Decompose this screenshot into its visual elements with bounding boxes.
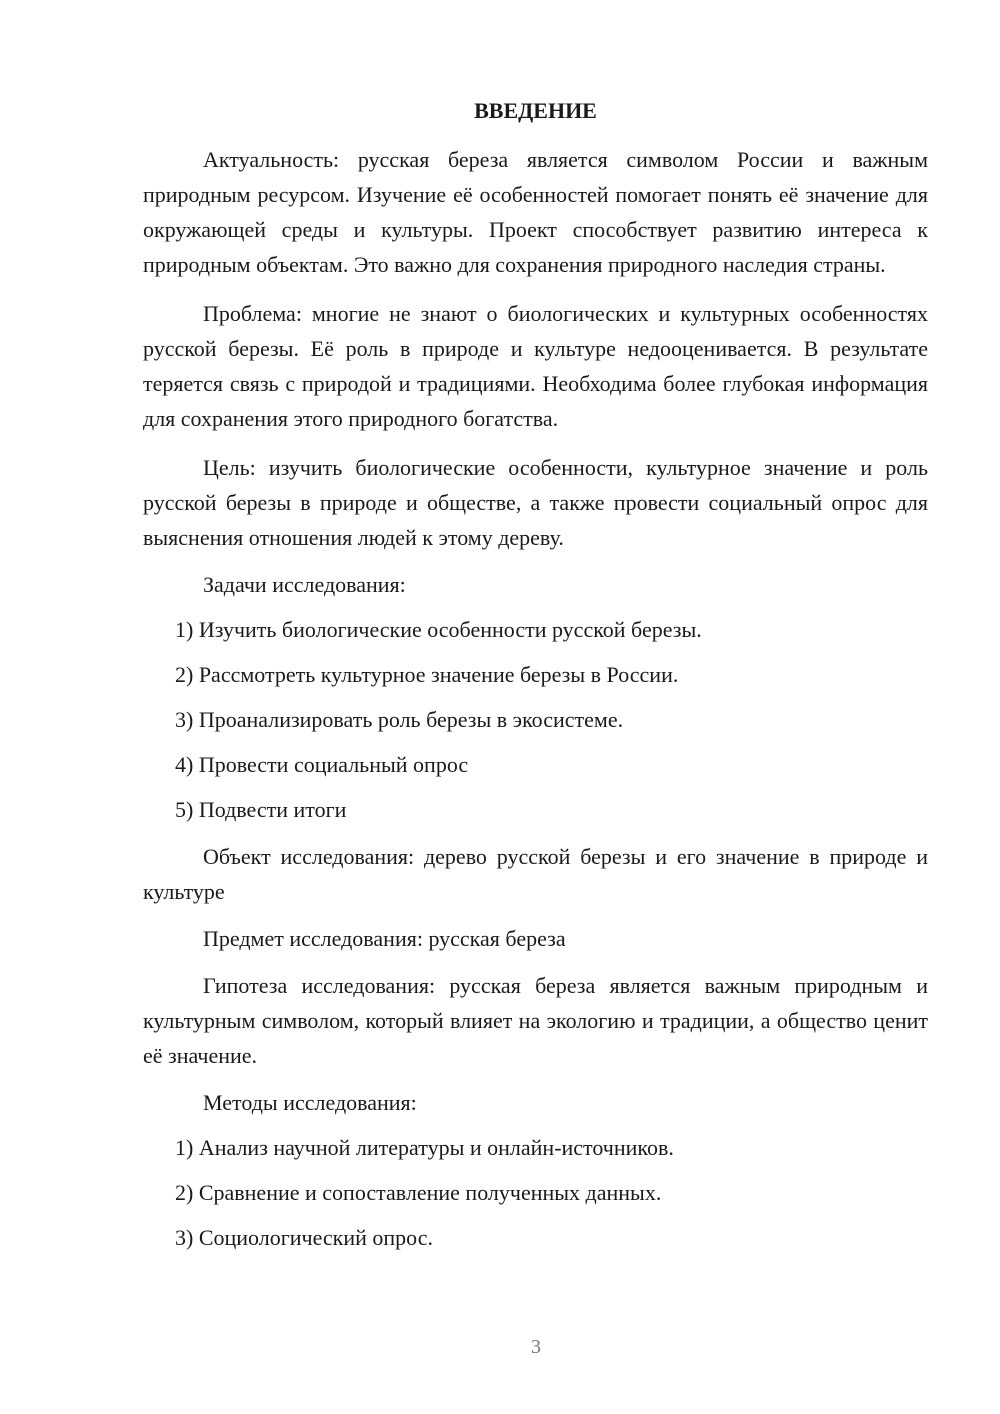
list-item: 1) Анализ научной литературы и онлайн-источников. <box>175 1135 674 1160</box>
list-item: 3) Проанализировать роль березы в экосистеме. <box>175 707 624 732</box>
problem-paragraph: Проблема: многие не знают о биологических и культурных особенностях русской березы. Её роль в природе и культуре недооценивается. В результате теряется связь с природой и традициями. Необходима более глубокая информация для сохранения этого природного богатства. <box>143 301 928 431</box>
relevance-paragraph: Актуальность: русская береза является символом России и важным природным ресурсом. Изучение её особенностей помогает понять её значение для окружающей среды и культуры. Проект способствует развитию интереса к природным объектам. Это важно для сохранения природного наследия страны. <box>143 147 928 277</box>
methods-list <box>143 1132 928 1253</box>
tasks-heading: Задачи исследования: <box>203 572 406 597</box>
document-body <box>143 96 928 1267</box>
goal-paragraph: Цель: изучить биологические особенности, культурное значение и роль русской березы в природе и обществе, а также провести социальный опрос для выяснения отношения людей к этому дереву. <box>143 455 928 550</box>
page-number: 3 <box>531 1336 541 1358</box>
list-item: 2) Рассмотреть культурное значение березы в России. <box>175 662 679 687</box>
list-item: 4) Провести социальный опрос <box>175 752 469 777</box>
object-paragraph: Объект исследования: дерево русской березы и его значение в природе и культуре <box>143 844 928 904</box>
list-item: 3) Социологический опрос. <box>175 1225 433 1250</box>
list-item: 1) Изучить биологические особенности русской березы. <box>175 617 702 642</box>
section-title: ВВЕДЕНИЕ <box>474 98 597 123</box>
hypothesis-paragraph: Гипотеза исследования: русская береза является важным природным и культурным символом, который влияет на экологию и традиции, а общество ценит её значение. <box>143 973 928 1068</box>
methods-heading: Методы исследования: <box>203 1090 417 1115</box>
list-item: 2) Сравнение и сопоставление полученных данных. <box>175 1180 662 1205</box>
subject-line: Предмет исследования: русская береза <box>203 926 566 951</box>
list-item: 5) Подвести итоги <box>175 797 347 822</box>
tasks-list <box>143 614 928 825</box>
